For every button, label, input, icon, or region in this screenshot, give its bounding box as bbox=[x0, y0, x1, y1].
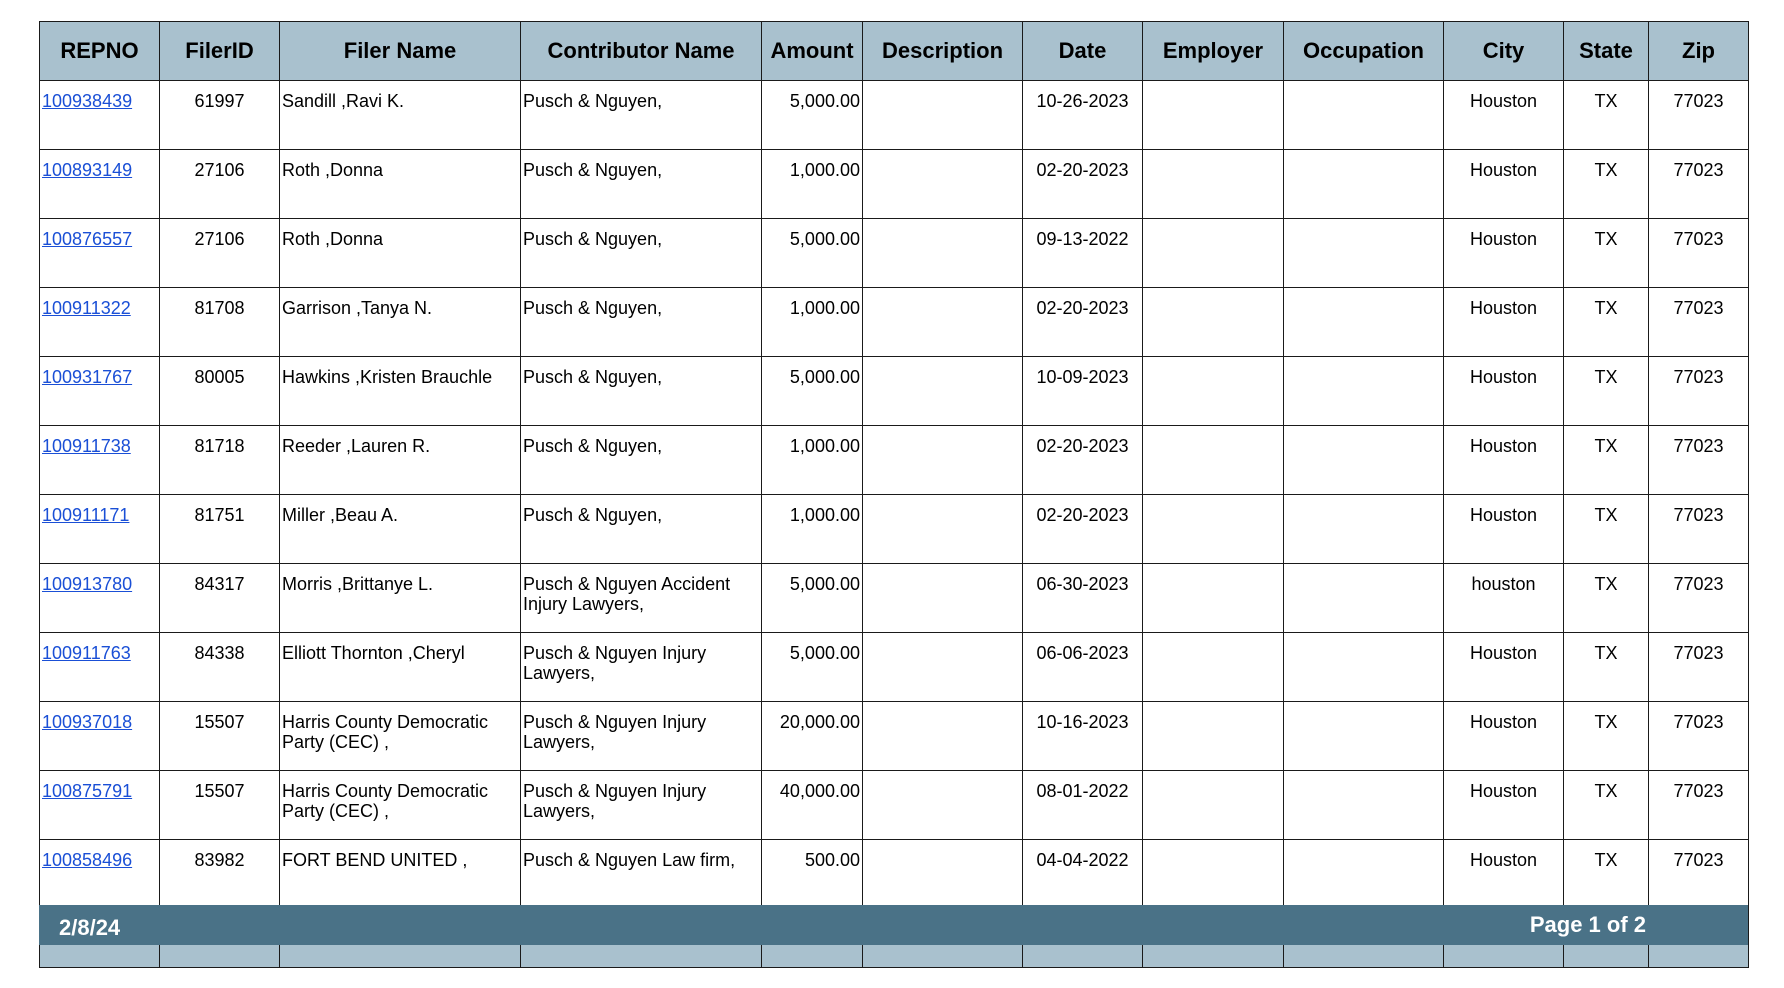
city-cell: Houston bbox=[1444, 771, 1564, 840]
date-cell: 02-20-2023 bbox=[1023, 288, 1143, 357]
description-cell bbox=[863, 357, 1023, 426]
repno-cell bbox=[40, 702, 160, 771]
state-cell: TX bbox=[1564, 150, 1649, 219]
amount-cell: 1,000.00 bbox=[762, 288, 863, 357]
employer-cell bbox=[1143, 426, 1284, 495]
contributor-name-cell: Pusch & Nguyen, bbox=[521, 150, 762, 219]
contributor-name-cell: Pusch & Nguyen Law firm, bbox=[521, 840, 762, 909]
column-header-state: State bbox=[1564, 22, 1649, 81]
occupation-cell bbox=[1284, 150, 1444, 219]
filer-id-cell: 81718 bbox=[160, 426, 280, 495]
repno-cell bbox=[40, 219, 160, 288]
description-cell bbox=[863, 633, 1023, 702]
repno-link[interactable]: 100911171 bbox=[42, 505, 130, 525]
city-cell: Houston bbox=[1444, 840, 1564, 909]
column-header-amount: Amount bbox=[762, 22, 863, 81]
column-header-description: Description bbox=[863, 22, 1023, 81]
filer-id-cell: 84338 bbox=[160, 633, 280, 702]
state-cell: TX bbox=[1564, 702, 1649, 771]
column-header-zip: Zip bbox=[1649, 22, 1749, 81]
filer-name-cell: Roth ,Donna bbox=[280, 150, 521, 219]
header-row bbox=[40, 22, 1749, 81]
table-body bbox=[40, 81, 1749, 968]
employer-cell bbox=[1143, 771, 1284, 840]
filer-id-cell: 81751 bbox=[160, 495, 280, 564]
city-cell: Houston bbox=[1444, 288, 1564, 357]
repno-cell bbox=[40, 840, 160, 909]
date-cell: 08-01-2022 bbox=[1023, 771, 1143, 840]
zip-cell: 77023 bbox=[1649, 288, 1749, 357]
occupation-cell bbox=[1284, 219, 1444, 288]
filer-id-cell: 15507 bbox=[160, 702, 280, 771]
state-cell: TX bbox=[1564, 633, 1649, 702]
column-header-city: City bbox=[1444, 22, 1564, 81]
occupation-cell bbox=[1284, 495, 1444, 564]
repno-link[interactable]: 100875791 bbox=[42, 781, 133, 801]
zip-cell: 77023 bbox=[1649, 357, 1749, 426]
occupation-cell bbox=[1284, 357, 1444, 426]
repno-cell bbox=[40, 357, 160, 426]
city-cell: Houston bbox=[1444, 81, 1564, 150]
table-row bbox=[40, 357, 1749, 426]
filer-name-cell: FORT BEND UNITED , bbox=[280, 840, 521, 909]
column-header-date: Date bbox=[1023, 22, 1143, 81]
zip-cell: 77023 bbox=[1649, 633, 1749, 702]
table-row bbox=[40, 702, 1749, 771]
zip-cell: 77023 bbox=[1649, 840, 1749, 909]
state-cell: TX bbox=[1564, 495, 1649, 564]
date-cell: 02-20-2023 bbox=[1023, 495, 1143, 564]
contributions-table bbox=[39, 21, 1749, 968]
filer-name-cell: Miller ,Beau A. bbox=[280, 495, 521, 564]
filer-id-cell: 15507 bbox=[160, 771, 280, 840]
amount-cell: 1,000.00 bbox=[762, 150, 863, 219]
table-row bbox=[40, 81, 1749, 150]
description-cell bbox=[863, 426, 1023, 495]
description-cell bbox=[863, 81, 1023, 150]
contributor-name-cell: Pusch & Nguyen, bbox=[521, 357, 762, 426]
filer-name-cell: Morris ,Brittanye L. bbox=[280, 564, 521, 633]
amount-cell: 40,000.00 bbox=[762, 771, 863, 840]
repno-link[interactable]: 100937018 bbox=[42, 712, 133, 732]
occupation-cell bbox=[1284, 771, 1444, 840]
table-row bbox=[40, 288, 1749, 357]
filer-name-cell: Hawkins ,Kristen Brauchle bbox=[280, 357, 521, 426]
employer-cell bbox=[1143, 357, 1284, 426]
filer-name-cell: Elliott Thornton ,Cheryl bbox=[280, 633, 521, 702]
contributor-name-cell: Pusch & Nguyen, bbox=[521, 219, 762, 288]
amount-cell: 5,000.00 bbox=[762, 357, 863, 426]
repno-link[interactable]: 100876557 bbox=[42, 229, 133, 249]
state-cell: TX bbox=[1564, 564, 1649, 633]
filer-id-cell: 80005 bbox=[160, 357, 280, 426]
filer-id-cell: 27106 bbox=[160, 219, 280, 288]
contributor-name-cell: Pusch & Nguyen, bbox=[521, 426, 762, 495]
repno-cell bbox=[40, 288, 160, 357]
employer-cell bbox=[1143, 702, 1284, 771]
column-header-occupation: Occupation bbox=[1284, 22, 1444, 81]
description-cell bbox=[863, 840, 1023, 909]
filer-id-cell: 84317 bbox=[160, 564, 280, 633]
amount-cell: 1,000.00 bbox=[762, 426, 863, 495]
filer-id-cell: 81708 bbox=[160, 288, 280, 357]
contributor-name-cell: Pusch & Nguyen, bbox=[521, 81, 762, 150]
repno-link[interactable]: 100913780 bbox=[42, 574, 133, 594]
table-row bbox=[40, 495, 1749, 564]
repno-cell bbox=[40, 81, 160, 150]
description-cell bbox=[863, 702, 1023, 771]
contributor-name-cell: Pusch & Nguyen Accident Injury Lawyers, bbox=[521, 564, 762, 633]
state-cell: TX bbox=[1564, 288, 1649, 357]
date-cell: 06-30-2023 bbox=[1023, 564, 1143, 633]
repno-link[interactable]: 100893149 bbox=[42, 160, 133, 180]
state-cell: TX bbox=[1564, 840, 1649, 909]
description-cell bbox=[863, 495, 1023, 564]
description-cell bbox=[863, 219, 1023, 288]
occupation-cell bbox=[1284, 288, 1444, 357]
zip-cell: 77023 bbox=[1649, 426, 1749, 495]
amount-cell: 20,000.00 bbox=[762, 702, 863, 771]
table-row bbox=[40, 633, 1749, 702]
table-row bbox=[40, 219, 1749, 288]
repno-link[interactable]: 100911738 bbox=[42, 436, 131, 456]
page-number: Page 1 of 2 bbox=[1529, 912, 1646, 937]
date-cell: 10-26-2023 bbox=[1023, 81, 1143, 150]
state-cell: TX bbox=[1564, 81, 1649, 150]
employer-cell bbox=[1143, 633, 1284, 702]
filer-name-cell: Garrison ,Tanya N. bbox=[280, 288, 521, 357]
city-cell: Houston bbox=[1444, 219, 1564, 288]
repno-link[interactable]: 100911322 bbox=[42, 298, 131, 318]
description-cell bbox=[863, 564, 1023, 633]
amount-cell: 1,000.00 bbox=[762, 495, 863, 564]
date-cell: 02-20-2023 bbox=[1023, 426, 1143, 495]
date-cell: 02-20-2023 bbox=[1023, 150, 1143, 219]
date-cell: 09-13-2022 bbox=[1023, 219, 1143, 288]
state-cell: TX bbox=[1564, 426, 1649, 495]
zip-cell: 77023 bbox=[1649, 150, 1749, 219]
page-footer-bar bbox=[39, 905, 1748, 945]
column-header-filer-name: Filer Name bbox=[280, 22, 521, 81]
city-cell: houston bbox=[1444, 564, 1564, 633]
filer-id-cell: 27106 bbox=[160, 150, 280, 219]
filer-id-cell: 83982 bbox=[160, 840, 280, 909]
zip-cell: 77023 bbox=[1649, 81, 1749, 150]
filer-id-cell: 61997 bbox=[160, 81, 280, 150]
employer-cell bbox=[1143, 840, 1284, 909]
repno-cell bbox=[40, 495, 160, 564]
table-row bbox=[40, 840, 1749, 909]
occupation-cell bbox=[1284, 564, 1444, 633]
table-row bbox=[40, 426, 1749, 495]
column-header-repno: REPNO bbox=[40, 22, 160, 81]
repno-cell bbox=[40, 771, 160, 840]
contributor-name-cell: Pusch & Nguyen, bbox=[521, 288, 762, 357]
state-cell: TX bbox=[1564, 219, 1649, 288]
zip-cell: 77023 bbox=[1649, 702, 1749, 771]
description-cell bbox=[863, 771, 1023, 840]
city-cell: Houston bbox=[1444, 702, 1564, 771]
contributor-name-cell: Pusch & Nguyen Injury Lawyers, bbox=[521, 702, 762, 771]
zip-cell: 77023 bbox=[1649, 495, 1749, 564]
employer-cell bbox=[1143, 564, 1284, 633]
column-header-employer: Employer bbox=[1143, 22, 1284, 81]
repno-cell bbox=[40, 633, 160, 702]
date-cell: 10-16-2023 bbox=[1023, 702, 1143, 771]
state-cell: TX bbox=[1564, 771, 1649, 840]
employer-cell bbox=[1143, 219, 1284, 288]
city-cell: Houston bbox=[1444, 633, 1564, 702]
employer-cell bbox=[1143, 150, 1284, 219]
amount-cell: 5,000.00 bbox=[762, 564, 863, 633]
zip-cell: 77023 bbox=[1649, 771, 1749, 840]
city-cell: Houston bbox=[1444, 357, 1564, 426]
amount-cell: 5,000.00 bbox=[762, 219, 863, 288]
city-cell: Houston bbox=[1444, 495, 1564, 564]
employer-cell bbox=[1143, 288, 1284, 357]
amount-cell: 500.00 bbox=[762, 840, 863, 909]
table-row bbox=[40, 771, 1749, 840]
table-row bbox=[40, 150, 1749, 219]
contributor-name-cell: Pusch & Nguyen Injury Lawyers, bbox=[521, 633, 762, 702]
employer-cell bbox=[1143, 81, 1284, 150]
repno-cell bbox=[40, 564, 160, 633]
filer-name-cell: Reeder ,Lauren R. bbox=[280, 426, 521, 495]
city-cell: Houston bbox=[1444, 150, 1564, 219]
occupation-cell bbox=[1284, 702, 1444, 771]
repno-link[interactable]: 100938439 bbox=[42, 91, 133, 111]
amount-cell: 5,000.00 bbox=[762, 81, 863, 150]
occupation-cell bbox=[1284, 633, 1444, 702]
filer-name-cell: Roth ,Donna bbox=[280, 219, 521, 288]
zip-cell: 77023 bbox=[1649, 564, 1749, 633]
description-cell bbox=[863, 150, 1023, 219]
repno-cell bbox=[40, 150, 160, 219]
column-header-contributor-name: Contributor Name bbox=[521, 22, 762, 81]
table-row bbox=[40, 564, 1749, 633]
employer-cell bbox=[1143, 495, 1284, 564]
repno-link[interactable]: 100911763 bbox=[42, 643, 131, 663]
amount-cell: 5,000.00 bbox=[762, 633, 863, 702]
occupation-cell bbox=[1284, 81, 1444, 150]
occupation-cell bbox=[1284, 426, 1444, 495]
repno-link[interactable]: 100858496 bbox=[42, 850, 133, 870]
contributor-name-cell: Pusch & Nguyen, bbox=[521, 495, 762, 564]
date-cell: 04-04-2022 bbox=[1023, 840, 1143, 909]
date-cell: 10-09-2023 bbox=[1023, 357, 1143, 426]
repno-link[interactable]: 100931767 bbox=[42, 367, 133, 387]
state-cell: TX bbox=[1564, 357, 1649, 426]
filer-name-cell: Harris County Democratic Party (CEC) , bbox=[280, 702, 521, 771]
repno-cell bbox=[40, 426, 160, 495]
contributor-name-cell: Pusch & Nguyen Injury Lawyers, bbox=[521, 771, 762, 840]
filer-name-cell: Sandill ,Ravi K. bbox=[280, 81, 521, 150]
occupation-cell bbox=[1284, 840, 1444, 909]
footer-date: 2/8/24 bbox=[59, 915, 121, 940]
date-cell: 06-06-2023 bbox=[1023, 633, 1143, 702]
column-header-filer-id: FilerID bbox=[160, 22, 280, 81]
description-cell bbox=[863, 288, 1023, 357]
zip-cell: 77023 bbox=[1649, 219, 1749, 288]
filer-name-cell: Harris County Democratic Party (CEC) , bbox=[280, 771, 521, 840]
city-cell: Houston bbox=[1444, 426, 1564, 495]
